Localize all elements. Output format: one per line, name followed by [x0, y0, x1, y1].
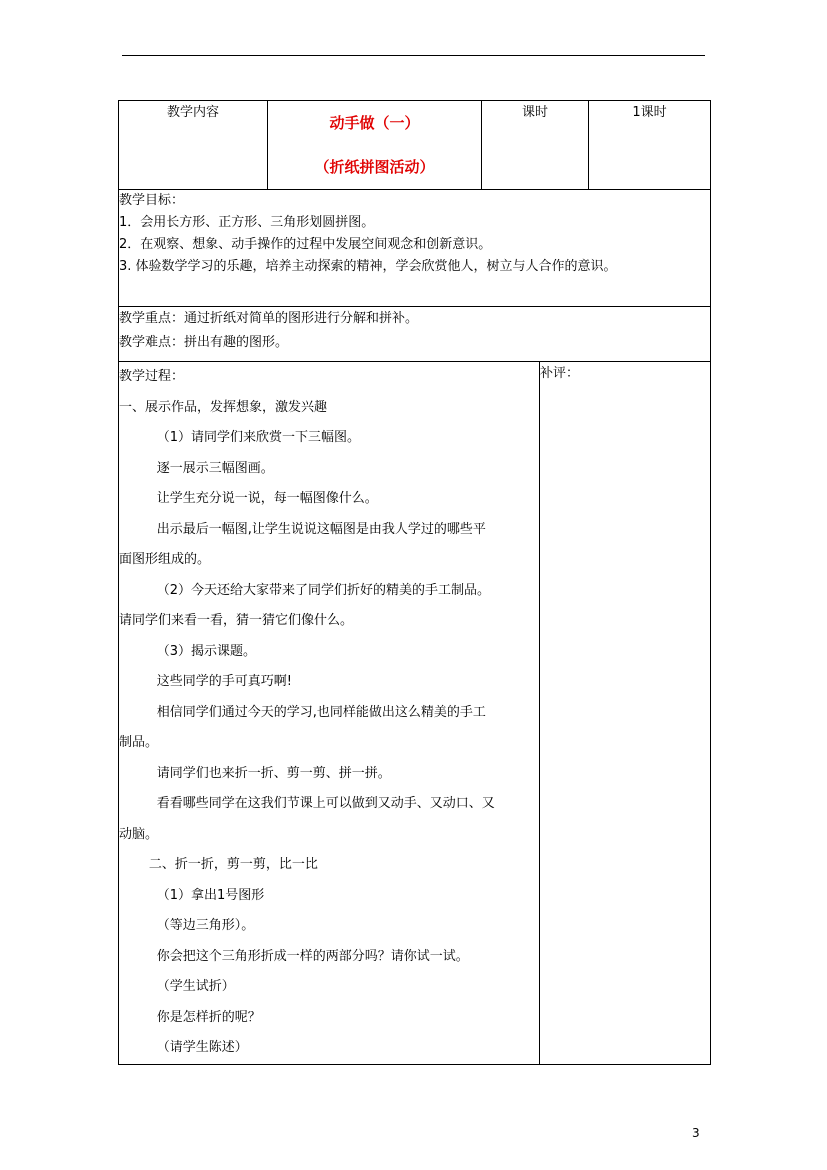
- teaching-focus: 教学重点：通过折纸对简单的图形进行分解和拼补。: [119, 311, 419, 326]
- goals-row: [119, 190, 711, 307]
- paragraph: 你会把这个三角形折成一样的两部分吗？请你试一试。: [156, 948, 469, 964]
- goal-item: 2．在观察、想象、动手操作的过程中发展空间观念和创新意识。: [119, 237, 492, 252]
- paragraph: （1）请同学们来欣赏一下三幅图。: [156, 430, 360, 445]
- paragraph: 让学生充分说一说，每一幅图像什么。: [156, 491, 378, 506]
- paragraph: （3）揭示课题。: [156, 643, 256, 659]
- header-rule: [122, 55, 705, 56]
- keys-cell: [119, 307, 711, 362]
- paragraph: 请同学们来看一看，猜一猜它们像什么。: [119, 613, 354, 628]
- paragraph: （2）今天还给大家带来了同学们折好的精美的手工制品。: [156, 582, 490, 598]
- lesson-title: [268, 101, 482, 190]
- paragraph: 你是怎样折的呢？: [156, 1009, 261, 1025]
- section-heading: 一、展示作品，发挥想象，激发兴趣: [119, 399, 328, 415]
- goals-heading: 教学目标：: [119, 193, 185, 208]
- paragraph: 动脑。: [119, 826, 159, 842]
- paragraph: 制品。: [119, 735, 159, 750]
- page-number: 3: [692, 1126, 700, 1140]
- content-label: 教学内容: [119, 101, 268, 190]
- lesson-title-line1: 动手做（一）: [329, 114, 420, 132]
- remarks-cell: [540, 362, 711, 1065]
- lesson-plan-table: [118, 100, 711, 1065]
- process-cell: [119, 362, 540, 1065]
- goal-item: 1．会用长方形、正方形、三角形划圆拼图。: [119, 215, 375, 230]
- period-value: 1课时: [589, 101, 711, 190]
- paragraph: 逐一展示三幅图画。: [156, 460, 274, 476]
- paragraph: （学生试折）: [156, 979, 235, 994]
- teaching-difficulty: 教学难点：拼出有趣的图形。: [119, 335, 289, 350]
- goal-item: 3. 体验数学学习的乐趣，培养主动探索的精神，学会欣赏他人，树立与人合作的意识。: [119, 259, 617, 274]
- lesson-title-line2: （折纸拼图活动）: [314, 158, 435, 176]
- paragraph: 请同学们也来折一折、剪一剪、拼一拼。: [156, 765, 391, 781]
- process-row: [119, 362, 711, 1065]
- remarks-label: 补评：: [540, 366, 580, 381]
- process-heading: 教学过程：: [119, 369, 185, 384]
- paragraph: 出示最后一幅图,让学生说说这幅图是由我人学过的哪些平: [156, 521, 486, 537]
- goals-cell: [119, 190, 711, 307]
- paragraph: （1）拿出1号图形: [156, 887, 265, 903]
- period-label: 课时: [482, 101, 589, 190]
- paragraph: 看看哪些同学在这我们节课上可以做到又动手、又动口、又: [156, 796, 495, 811]
- header-row: [119, 101, 711, 190]
- paragraph: （请学生陈述）: [156, 1040, 248, 1055]
- paragraph: （等边三角形）。: [156, 918, 255, 933]
- paragraph: 这些同学的手可真巧啊!: [156, 674, 292, 689]
- keys-row: [119, 307, 711, 362]
- paragraph: 面图形组成的。: [119, 552, 211, 567]
- section-heading: 二、折一折，剪一剪，比一比: [148, 857, 318, 872]
- paragraph: 相信同学们通过今天的学习,也同样能做出这么精美的手工: [156, 704, 486, 720]
